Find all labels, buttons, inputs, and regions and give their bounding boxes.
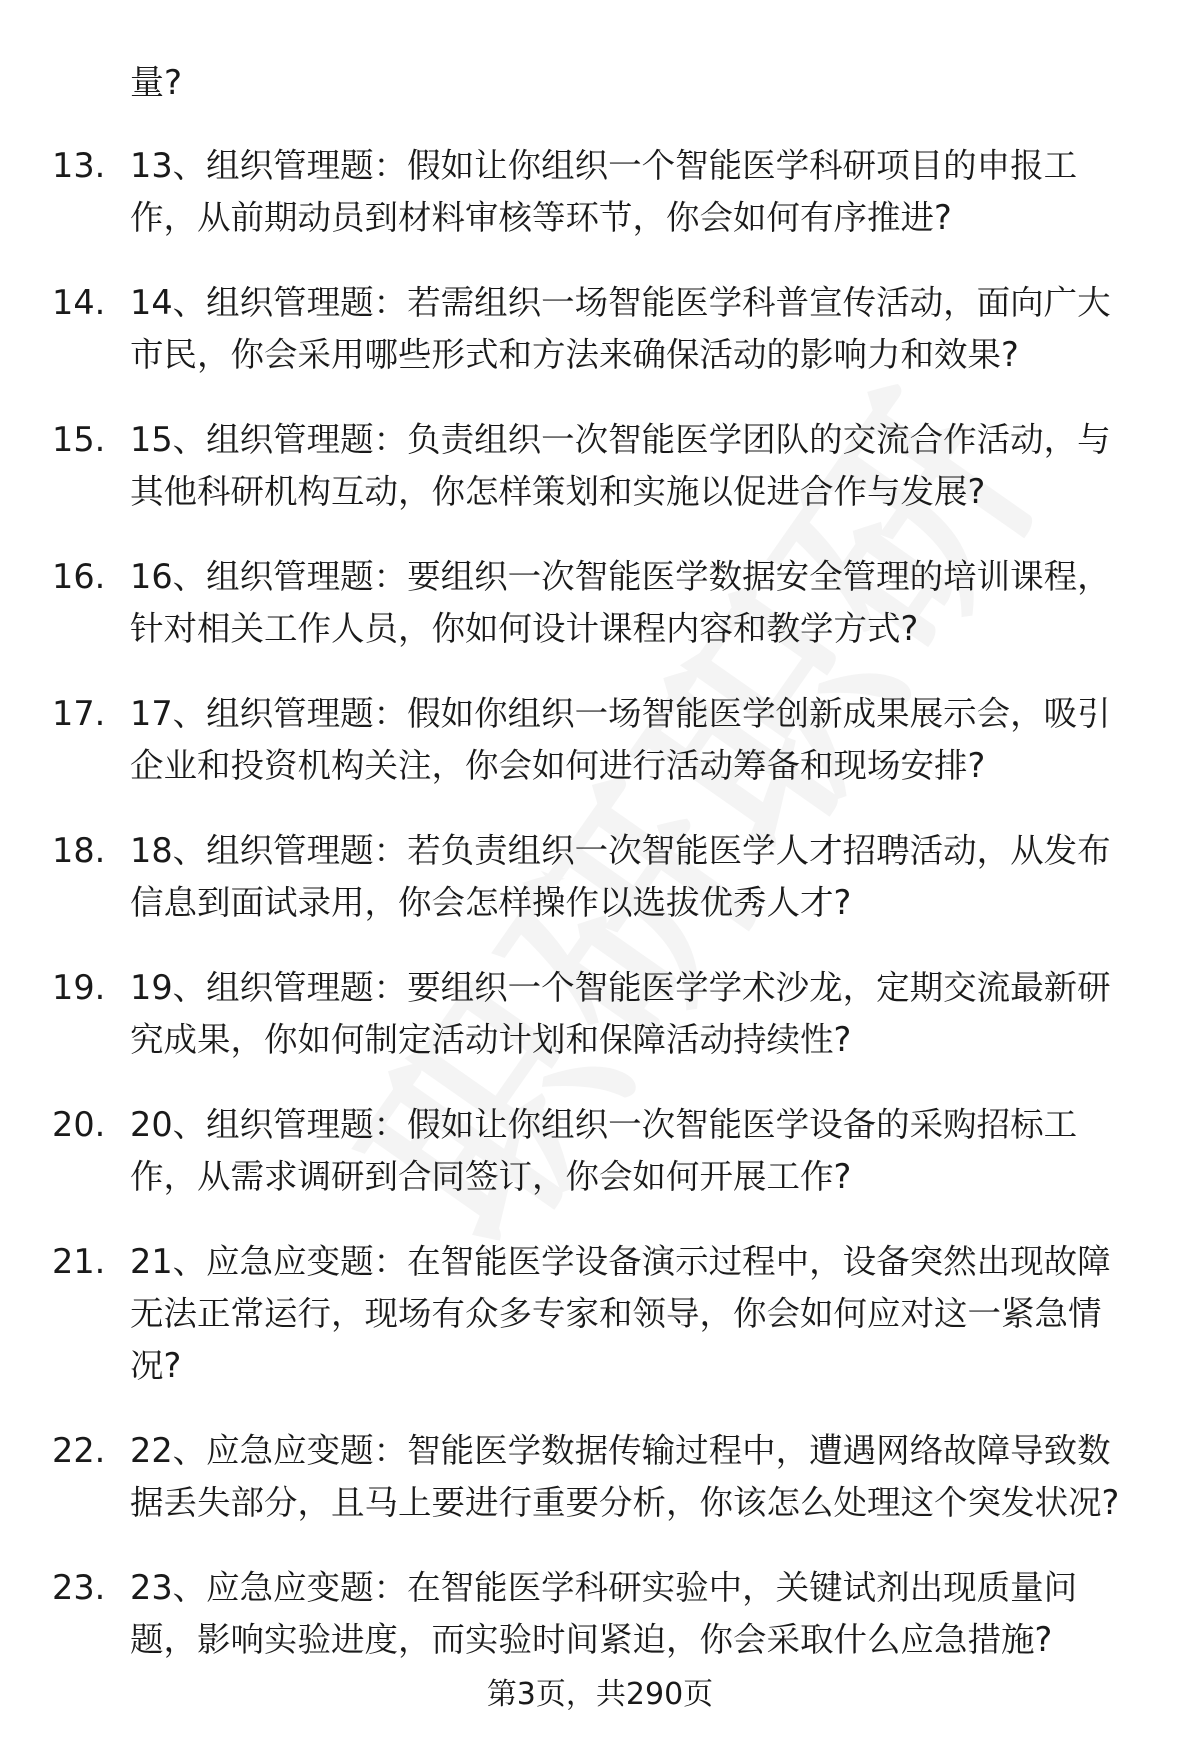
item-text: 20、组织管理题：假如让你组织一次智能医学设备的采购招标工作，从需求调研到合同签订，你会如何开展工作?: [130, 1105, 1078, 1196]
list-item: [0, 962, 1200, 1066]
item-number: 19.: [52, 968, 106, 1007]
item-text: 22、应急应变题：智能医学数据传输过程中，遭遇网络故障导致数据丢失部分，且马上要进行重要分析，你该怎么处理这个突发状况?: [130, 1431, 1120, 1522]
list-item: [0, 551, 1200, 655]
item-number: 22.: [52, 1431, 106, 1470]
list-item: [0, 1236, 1200, 1392]
list-item: [0, 1425, 1200, 1529]
list-item: [0, 414, 1200, 518]
item-text: 18、组织管理题：若负责组织一次智能医学人才招聘活动，从发布信息到面试录用，你会怎样操作以选拔优秀人才?: [130, 831, 1111, 922]
item-number: 23.: [52, 1568, 106, 1607]
item-text: 17、组织管理题：假如你组织一场智能医学创新成果展示会，吸引企业和投资机构关注，你会如何进行活动筹备和现场安排?: [130, 694, 1111, 785]
list-item: [0, 825, 1200, 929]
page-footer: 第3页，共290页: [486, 1677, 714, 1712]
item-number: 18.: [52, 831, 106, 870]
item-text: 16、组织管理题：要组织一次智能医学数据安全管理的培训课程，针对相关工作人员，你如何设计课程内容和教学方式?: [130, 557, 1111, 648]
item-text: 19、组织管理题：要组织一个智能医学学术沙龙，定期交流最新研究成果，你如何制定活动计划和保障活动持续性?: [130, 968, 1111, 1059]
item-number: 20.: [52, 1105, 106, 1144]
item-number: 16.: [52, 557, 106, 596]
list-item: [0, 140, 1200, 244]
item-number: 15.: [52, 420, 106, 459]
list-item: [0, 1099, 1200, 1203]
item-text: 15、组织管理题：负责组织一次智能医学团队的交流合作活动，与其他科研机构互动，你怎样策划和实施以促进合作与发展?: [130, 420, 1111, 511]
item-text: 13、组织管理题：假如让你组织一个智能医学科研项目的申报工作，从前期动员到材料审核等环节，你会如何有序推进?: [130, 146, 1078, 237]
item-text: 14、组织管理题：若需组织一场智能医学科普宣传活动，面向广大市民，你会采用哪些形式和方法来确保活动的影响力和效果?: [130, 283, 1111, 374]
item-number: 17.: [52, 694, 106, 733]
item-number: 14.: [52, 283, 106, 322]
item-number: 21.: [52, 1242, 106, 1281]
question-list: [0, 140, 1200, 1699]
item-text: 21、应急应变题：在智能医学设备演示过程中，设备突然出现故障无法正常运行，现场有众多专家和领导，你会如何应对这一紧急情况?: [130, 1242, 1111, 1385]
list-item: [0, 277, 1200, 381]
item-number: 13.: [52, 146, 106, 185]
list-item: [0, 1562, 1200, 1666]
continuation-text: 量?: [130, 63, 183, 103]
item-text: 23、应急应变题：在智能医学科研实验中，关键试剂出现质量问题，影响实验进度，而实验时间紧迫，你会采取什么应急措施?: [130, 1568, 1078, 1659]
list-item: [0, 688, 1200, 792]
